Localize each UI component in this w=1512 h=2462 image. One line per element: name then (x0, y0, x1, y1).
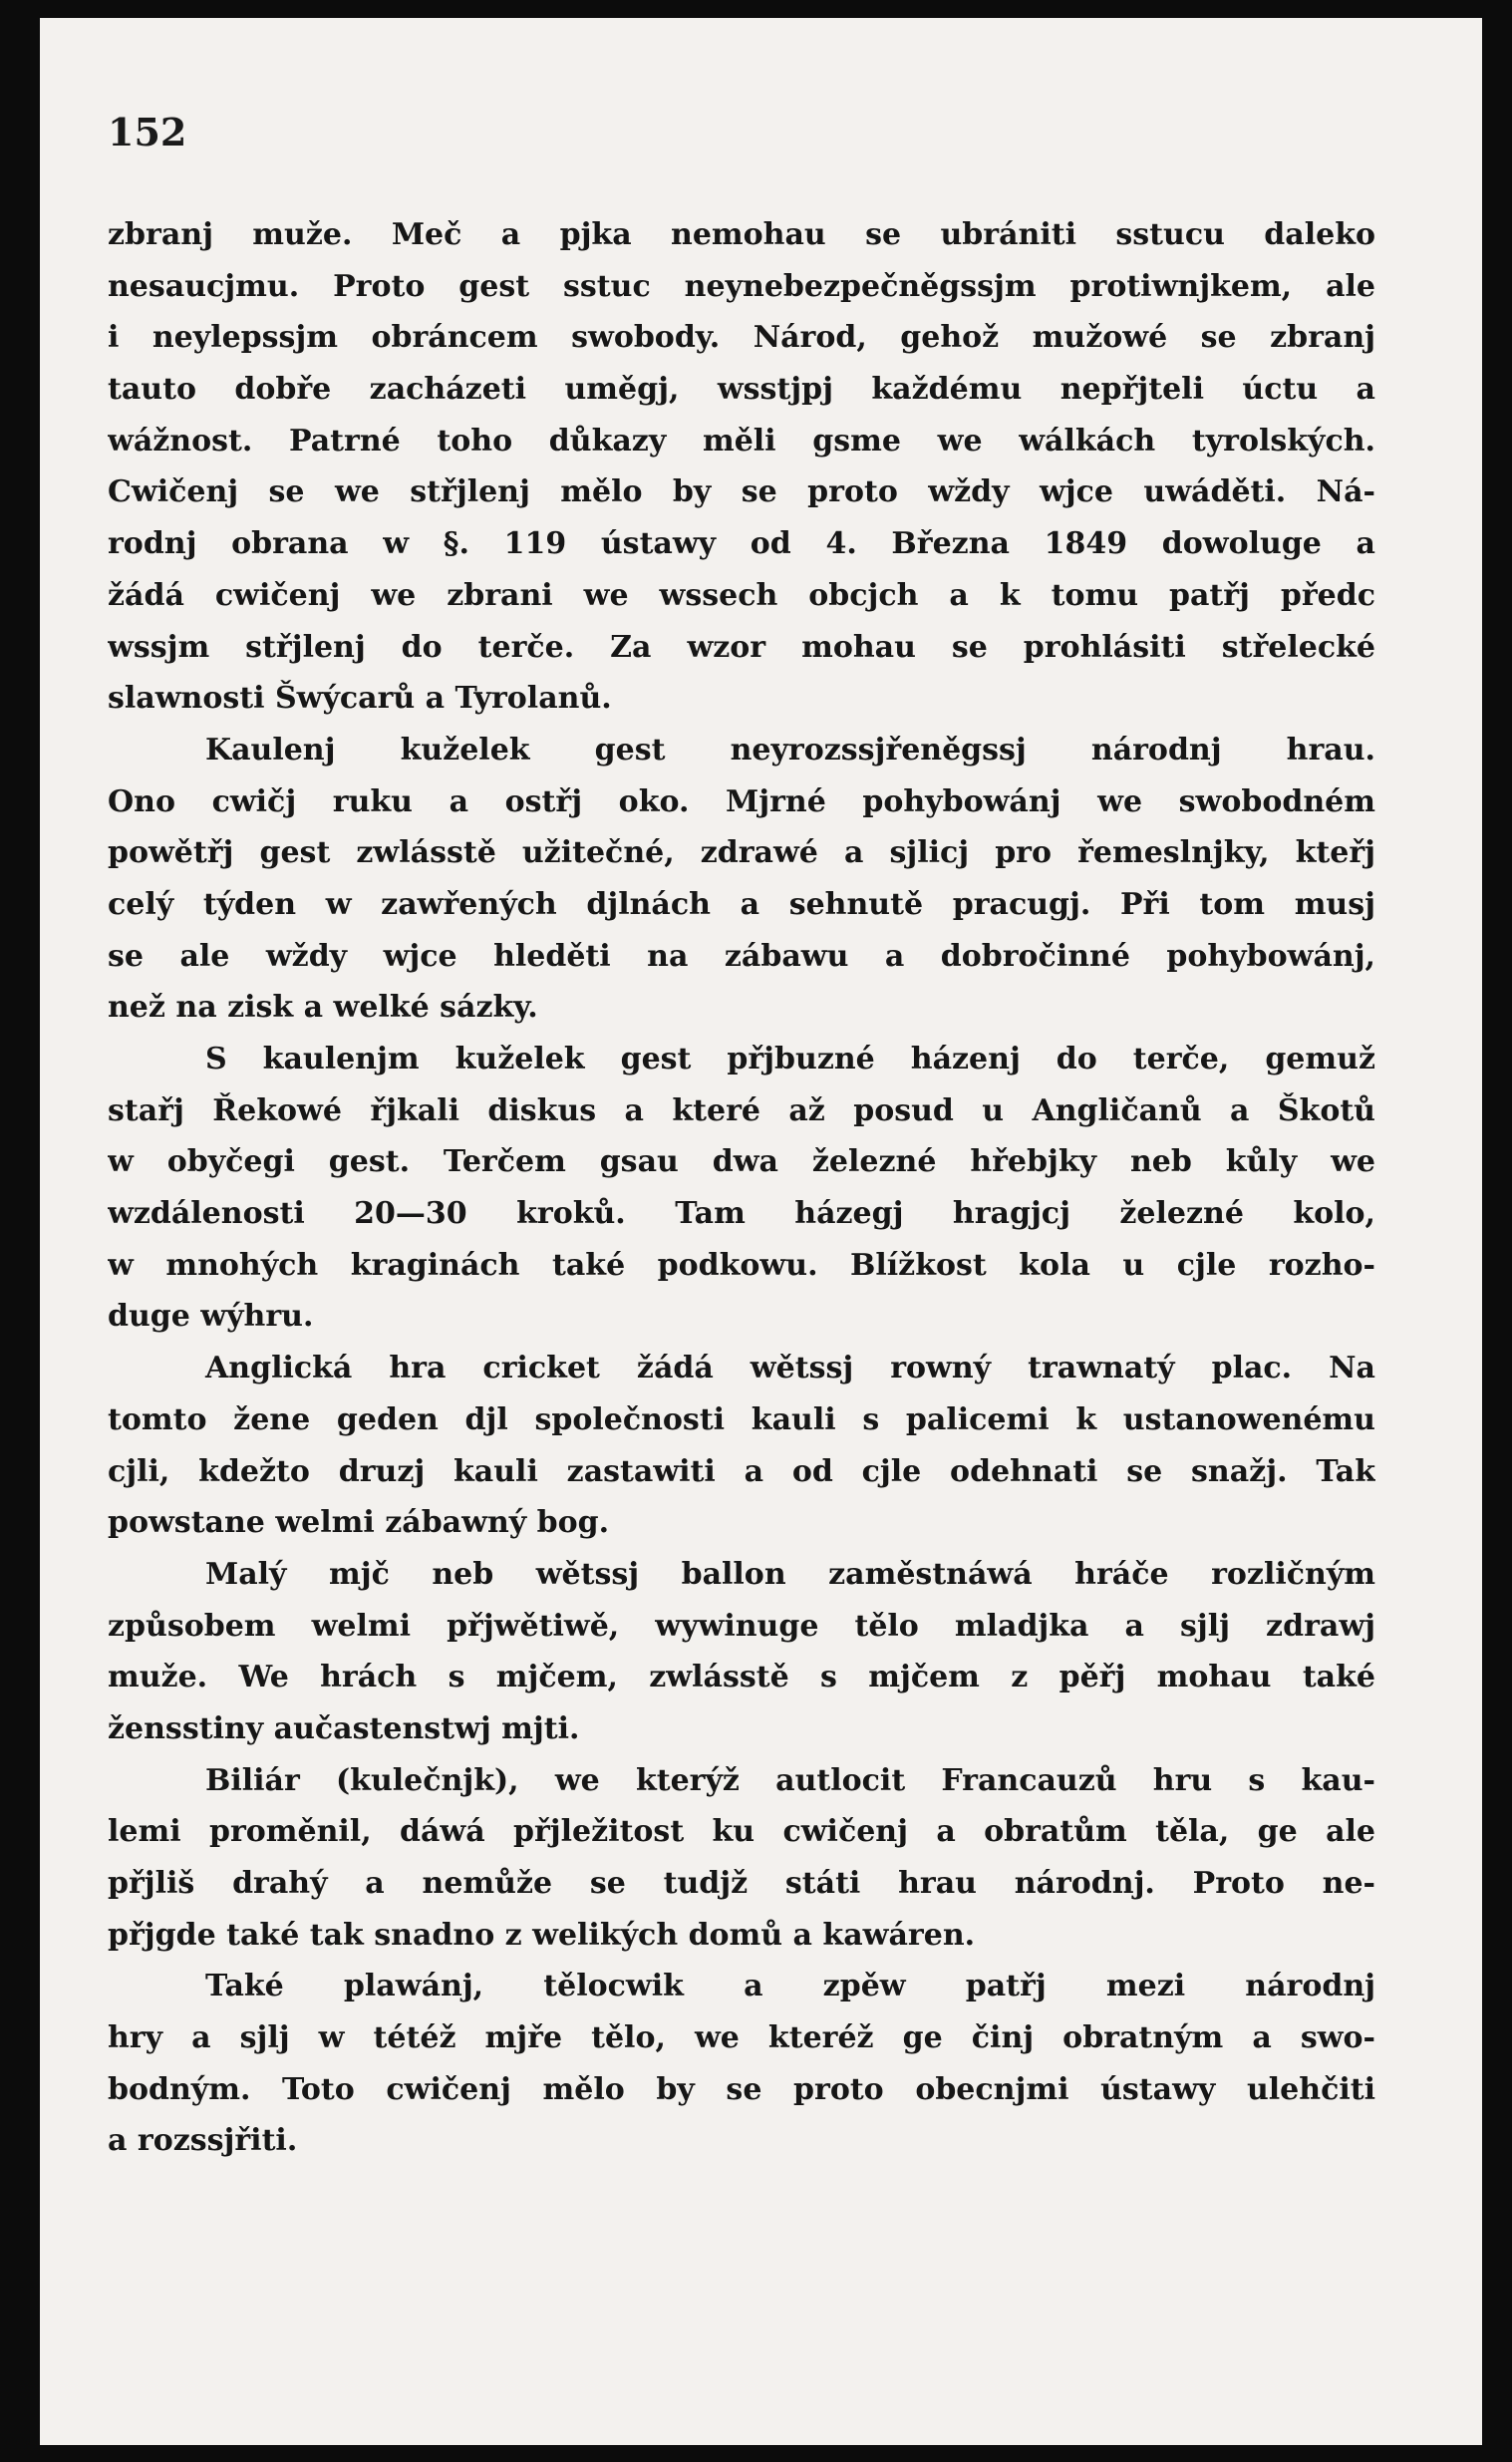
text-line: wážnost. Patrné toho důkazy měli gsme we wálkách tyrolských. (108, 423, 1375, 459)
text-line: a rozssjřiti. (108, 2123, 298, 2159)
text-line: žádá cwičenj we zbrani we wssech obcjch a k tomu patřj předc (108, 577, 1375, 613)
text-line: tomto žene geden djl společnosti kauli s palicemi k ustanowenému (108, 1401, 1375, 1437)
paragraph (108, 1034, 1375, 1343)
paragraph (108, 1755, 1375, 1962)
text-line: slawnosti Šwýcarů a Tyrolanů. (108, 681, 612, 717)
text-line: Anglická hra cricket žádá wětssj rowný trawnatý plac. Na (205, 1351, 1375, 1386)
text-line: způsobem welmi přjwětiwě, wywinuge tělo mladjka a sjlj zdrawj (108, 1608, 1375, 1644)
text-line: cjli, kdežto druzj kauli zastawiti a od cjle odehnati se snažj. Tak (108, 1453, 1375, 1489)
text-line: stařj Řekowé řjkali diskus a které až posud u Angličanů a Škotů (108, 1092, 1375, 1128)
text-line: lemi proměnil, dáwá přjležitost ku cwičenj a obratům těla, ge ale (108, 1814, 1375, 1850)
page-number: 152 (108, 110, 187, 154)
text-line: nesaucjmu. Proto gest sstuc neynebezpečněgssjm protiwnjkem, ale (108, 268, 1375, 304)
text-line: Ono cwičj ruku a ostřj oko. Mjrné pohybowánj we swobodném (108, 783, 1375, 819)
text-line: přjgde také tak snadno z welikých domů a kawáren. (108, 1917, 976, 1953)
text-line: Biliár (kulečnjk), we kterýž autlocit Francauzů hru s kau- (205, 1762, 1375, 1798)
text-line: w obyčegi gest. Terčem gsau dwa železné hřebjky neb kůly we (108, 1144, 1375, 1180)
text-line: Také plawánj, tělocwik a zpěw patřj mezi národnj (205, 1969, 1375, 2004)
text-line: celý týden w zawřených djlnách a sehnutě pracugj. Při tom musj (108, 886, 1375, 922)
text-line: Cwičenj se we střjlenj mělo by se proto wždy wjce uwáděti. Ná- (108, 474, 1375, 510)
text-line: duge wýhru. (108, 1299, 314, 1335)
text-line: bodným. Toto cwičenj mělo by se proto obecnjmi ústawy ulehčiti (108, 2071, 1375, 2107)
paragraph (108, 1961, 1375, 2167)
text-line: w mnohých kraginách také podkowu. Blížkost kola u cjle rozho- (108, 1247, 1375, 1283)
text-line: tauto dobře zacházeti uměgj, wsstjpj každému nepřjteli úctu a (108, 372, 1375, 408)
text-line: powstane welmi zábawný bog. (108, 1505, 610, 1541)
text-line: Malý mjč neb wětssj ballon zaměstnáwá hráče rozličným (205, 1556, 1375, 1592)
text-line: muže. We hrách s mjčem, zwlásstě s mjčem z pěřj mohau také (108, 1660, 1375, 1695)
text-line: žensstiny aučastenstwj mjti. (108, 1710, 580, 1746)
body-text (108, 209, 1375, 2167)
paragraph (108, 209, 1375, 725)
book-page (40, 18, 1482, 2445)
text-line: powětřj gest zwlásstě užitečné, zdrawé a sjlicj pro řemeslnjky, kteřj (108, 835, 1375, 871)
text-line: hry a sjlj w tétéž mjře tělo, we kteréž ge činj obratným a swo- (108, 2020, 1375, 2056)
text-line: se ale wždy wjce hleděti na zábawu a dobročinné pohybowánj, (108, 938, 1375, 974)
paragraph (108, 1343, 1375, 1549)
text-line: i neylepssjm obráncem swobody. Národ, gehož mužowé se zbranj (108, 320, 1375, 356)
text-line: rodnj obrana w §. 119 ústawy od 4. Března 1849 dowoluge a (108, 526, 1375, 562)
text-line: přjliš drahý a nemůže se tudjž státi hrau národnj. Proto ne- (108, 1866, 1375, 1901)
text-line: než na zisk a welké sázky. (108, 990, 538, 1026)
text-line: wssjm střjlenj do terče. Za wzor mohau se prohlásiti střelecké (108, 629, 1375, 665)
paragraph (108, 1549, 1375, 1755)
text-line: S kaulenjm kuželek gest přjbuzné házenj do terče, gemuž (205, 1042, 1375, 1077)
text-line: Kaulenj kuželek gest neyrozssjřeněgssj národnj hrau. (205, 732, 1375, 768)
text-line: zbranj muže. Meč a pjka nemohau se ubrániti sstucu daleko (108, 217, 1375, 252)
text-line: wzdálenosti 20—30 kroků. Tam házegj hragjcj železné kolo, (108, 1196, 1375, 1232)
paragraph (108, 725, 1375, 1034)
